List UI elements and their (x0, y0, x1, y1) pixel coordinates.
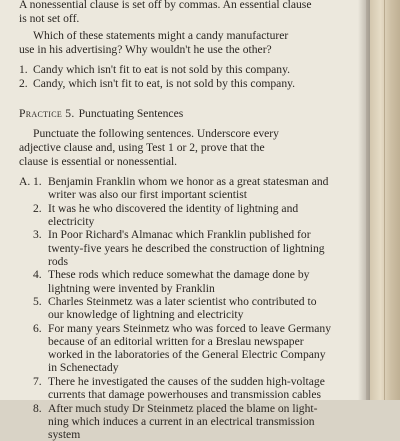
item-line: our knowledge of lightning and electricity (48, 308, 244, 322)
practice-title: Punctuating Sentences (78, 107, 184, 120)
item-line: system (48, 427, 81, 441)
item-line: because of an editorial written for a Breslau newspaper (48, 334, 304, 348)
item-line: twenty-five years he described the construction of lightning (48, 241, 325, 255)
intro-question (19, 29, 357, 57)
item-line: There he investigated the causes of the sudden high-voltage (48, 374, 325, 388)
item-number: 7. (33, 374, 42, 388)
exercise-list (19, 175, 357, 441)
exercise-item (19, 402, 357, 441)
item-line: Benjamin Franklin whom we honor as a great statesman and (48, 175, 329, 188)
instruction-line: clause is essential or nonessential. (19, 155, 178, 168)
item-line: In Poor Richard's Almanac which Franklin published for (48, 228, 311, 242)
item-line: worked in the laboratories of the General Electric Company (48, 348, 326, 362)
example-list (19, 63, 357, 91)
item-line: ning which induces a current in an electrical transmission (48, 414, 315, 428)
item-line: writer was also our first important scientist (48, 188, 247, 202)
exercise-item (19, 202, 357, 228)
practice-label: Practice 5. (19, 107, 75, 120)
practice-instructions (19, 127, 357, 169)
page-content (19, 0, 357, 441)
item-line: in Schenectady (48, 361, 119, 375)
instruction-line: Punctuate the following sentences. Underscore every (33, 127, 279, 140)
section-label: A. (19, 175, 31, 188)
item-number: 1. (33, 175, 42, 188)
intro-rule (19, 0, 357, 26)
example-item (19, 63, 357, 77)
page-edge-line (384, 0, 385, 400)
practice-heading (19, 107, 357, 121)
item-line: It was he who discovered the identity of lightning and (48, 201, 299, 215)
example-number: 2. (19, 77, 28, 90)
example-number: 1. (19, 63, 28, 76)
item-number: 6. (33, 321, 42, 335)
item-line: These rods which reduce somewhat the damage done by (48, 268, 310, 282)
example-text: Candy which isn't fit to eat is not sold by this company. (33, 63, 291, 76)
example-item (19, 77, 357, 91)
item-line: rods (48, 254, 68, 268)
exercise-item (19, 322, 357, 375)
book-page-edges (370, 0, 400, 400)
example-text: Candy, which isn't fit to eat, is not sold by this company. (33, 77, 296, 90)
intro-line: is not set off. (19, 12, 80, 25)
exercise-item (19, 375, 357, 401)
item-number: 4. (33, 268, 42, 282)
item-line: After much study Dr Steinmetz placed the blame on light- (48, 401, 318, 415)
item-line: currents that damage powerhouses and transmission cables (48, 388, 322, 402)
exercise-item (19, 175, 357, 201)
exercise-item (19, 268, 357, 294)
item-number: 3. (33, 228, 42, 242)
question-line: Which of these statements might a candy manufacturer (33, 29, 289, 42)
exercise-item (19, 228, 357, 268)
item-number: 2. (33, 201, 42, 215)
item-line: lightning were invented by Franklin (48, 281, 215, 295)
item-line: For many years Steinmetz who was forced to leave Germany (48, 321, 331, 335)
item-line: Charles Steinmetz was a later scientist who contributed to (48, 295, 317, 309)
item-number: 8. (33, 401, 42, 415)
page-gutter-shadow (358, 0, 370, 400)
item-line: electricity (48, 214, 95, 228)
item-number: 5. (33, 295, 42, 309)
instruction-line: adjective clause and, using Test 1 or 2, prove that the (19, 141, 265, 154)
exercise-item (19, 295, 357, 321)
question-line: use in his advertising? Why wouldn't he use the other? (19, 43, 272, 56)
intro-line: A nonessential clause is set off by commas. An essential clause (19, 0, 312, 11)
